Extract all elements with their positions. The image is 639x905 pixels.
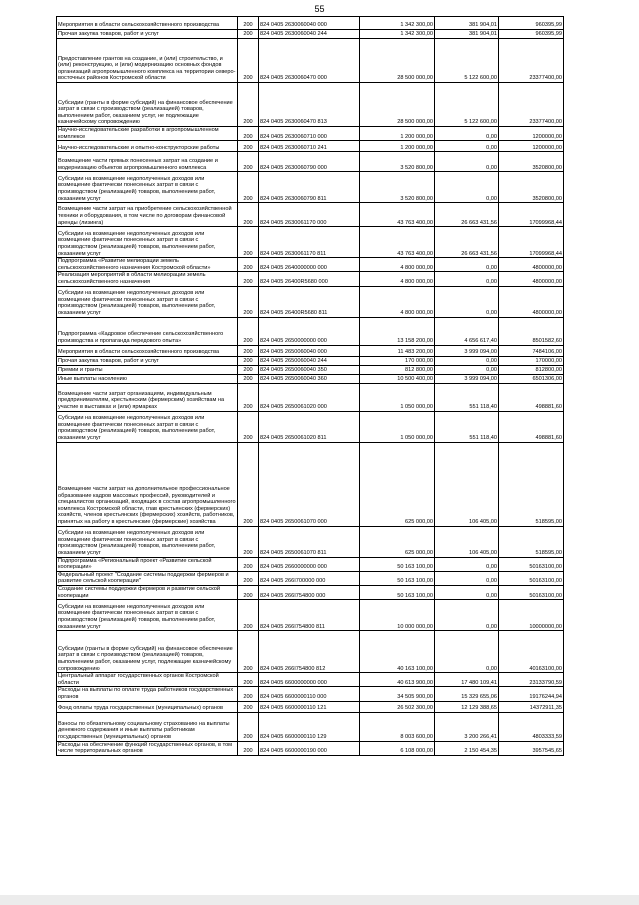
row-name: Субсидии на возмещение недополученных доходов или возмещение фактически понесенных затрат в связи с производством (реализацией) товаров, выполнением работ, оказанием услуг bbox=[57, 286, 238, 317]
row-code: 200 bbox=[238, 39, 259, 83]
table-row bbox=[57, 701, 564, 712]
row-plan-amount: 1 200 000,00 bbox=[360, 127, 435, 141]
row-executed-amount: 0,00 bbox=[435, 600, 499, 631]
row-kbk: 824 0405 266I754800 000 bbox=[259, 585, 360, 599]
row-executed-amount: 0,00 bbox=[435, 258, 499, 272]
row-remaining-amount: 3957545,65 bbox=[499, 741, 564, 755]
row-kbk: 824 0405 2650060040 360 bbox=[259, 374, 360, 383]
row-plan-amount: 1 200 000,00 bbox=[360, 141, 435, 152]
row-kbk: 824 0405 266I700000 000 bbox=[259, 571, 360, 585]
row-remaining-amount: 812800,00 bbox=[499, 365, 564, 374]
row-kbk: 824 0405 2660000000 000 bbox=[259, 557, 360, 571]
row-remaining-amount: 3520800,00 bbox=[499, 172, 564, 203]
row-remaining-amount: 498881,60 bbox=[499, 383, 564, 411]
table-row bbox=[57, 17, 564, 30]
row-kbk: 824 0405 266I754800 811 bbox=[259, 600, 360, 631]
table-row bbox=[57, 345, 564, 356]
row-executed-amount: 15 329 655,06 bbox=[435, 687, 499, 701]
row-name: Реализация мероприятий в области мелиорации земель сельскохозяйственного назначения bbox=[57, 272, 238, 286]
row-code: 200 bbox=[238, 258, 259, 272]
table-row bbox=[57, 526, 564, 557]
row-remaining-amount: 4800000,00 bbox=[499, 286, 564, 317]
page-number: 55 bbox=[314, 4, 325, 14]
row-kbk: 824 0405 2650061070 000 bbox=[259, 442, 360, 526]
row-executed-amount: 381 904,01 bbox=[435, 30, 499, 39]
row-code: 200 bbox=[238, 17, 259, 30]
table-row bbox=[57, 442, 564, 526]
table-row bbox=[57, 127, 564, 141]
table-row bbox=[57, 39, 564, 83]
row-name: Субсидии (гранты в форме субсидий) на финансовое обеспечение затрат в связи с производством (реализацией) товаров, выполнением работ, оказанием услуг, не подлежащие казначейскому сопровождению bbox=[57, 83, 238, 127]
row-code: 200 bbox=[238, 203, 259, 227]
row-kbk: 824 0405 2630060470 813 bbox=[259, 83, 360, 127]
row-executed-amount: 0,00 bbox=[435, 272, 499, 286]
table-row bbox=[57, 741, 564, 755]
row-name: Иные выплаты населению bbox=[57, 374, 238, 383]
row-name: Центральный аппарат государственных органов Костромской области bbox=[57, 673, 238, 687]
row-plan-amount: 10 500 400,00 bbox=[360, 374, 435, 383]
table-row bbox=[57, 383, 564, 411]
row-code: 200 bbox=[238, 712, 259, 741]
row-plan-amount: 1 342 300,00 bbox=[360, 17, 435, 30]
row-plan-amount: 3 520 800,00 bbox=[360, 172, 435, 203]
row-remaining-amount: 518595,00 bbox=[499, 442, 564, 526]
row-name: Создание системы поддержки фермеров и развитие сельской кооперации bbox=[57, 585, 238, 599]
row-code: 200 bbox=[238, 741, 259, 755]
table-row bbox=[57, 712, 564, 741]
row-remaining-amount: 518595,00 bbox=[499, 526, 564, 557]
row-executed-amount: 0,00 bbox=[435, 631, 499, 673]
row-executed-amount: 5 122 600,00 bbox=[435, 83, 499, 127]
row-plan-amount: 50 163 100,00 bbox=[360, 557, 435, 571]
row-code: 200 bbox=[238, 442, 259, 526]
row-code: 200 bbox=[238, 673, 259, 687]
row-remaining-amount: 498881,60 bbox=[499, 411, 564, 442]
table-row bbox=[57, 557, 564, 571]
row-remaining-amount: 10000000,00 bbox=[499, 600, 564, 631]
row-kbk: 824 0405 2650061020 000 bbox=[259, 383, 360, 411]
row-kbk: 824 0405 2630060040 244 bbox=[259, 30, 360, 39]
row-remaining-amount: 40163100,00 bbox=[499, 631, 564, 673]
row-executed-amount: 3 999 094,00 bbox=[435, 374, 499, 383]
table-row bbox=[57, 83, 564, 127]
row-code: 200 bbox=[238, 383, 259, 411]
row-remaining-amount: 4803333,59 bbox=[499, 712, 564, 741]
row-remaining-amount: 17099968,44 bbox=[499, 203, 564, 227]
row-plan-amount: 11 483 200,00 bbox=[360, 345, 435, 356]
table-row bbox=[57, 600, 564, 631]
row-plan-amount: 4 800 000,00 bbox=[360, 286, 435, 317]
row-code: 200 bbox=[238, 30, 259, 39]
row-executed-amount: 0,00 bbox=[435, 365, 499, 374]
row-plan-amount: 1 342 300,00 bbox=[360, 30, 435, 39]
row-kbk: 824 0405 2630060790 000 bbox=[259, 152, 360, 172]
row-name: Возмещение части затрат организациям, индивидуальным предпринимателям, крестьянским (фермерским) хозяйствам на участие в выставках и (или) ярмарках bbox=[57, 383, 238, 411]
row-executed-amount: 551 118,40 bbox=[435, 383, 499, 411]
row-code: 200 bbox=[238, 141, 259, 152]
row-name: Расходы на выплаты по оплате труда работников государственных органов bbox=[57, 687, 238, 701]
row-kbk: 824 0405 26400R5680 811 bbox=[259, 286, 360, 317]
row-kbk: 824 0405 6600000110 000 bbox=[259, 687, 360, 701]
row-remaining-amount: 14372911,35 bbox=[499, 701, 564, 712]
row-executed-amount: 551 118,40 bbox=[435, 411, 499, 442]
row-executed-amount: 0,00 bbox=[435, 557, 499, 571]
row-name: Фонд оплаты труда государственных (муниципальных) органов bbox=[57, 701, 238, 712]
row-plan-amount: 10 000 000,00 bbox=[360, 600, 435, 631]
row-executed-amount: 0,00 bbox=[435, 141, 499, 152]
table-row bbox=[57, 227, 564, 258]
table-row bbox=[57, 203, 564, 227]
row-remaining-amount: 6501306,00 bbox=[499, 374, 564, 383]
row-executed-amount: 0,00 bbox=[435, 172, 499, 203]
table-row bbox=[57, 374, 564, 383]
row-executed-amount: 0,00 bbox=[435, 571, 499, 585]
table-row bbox=[57, 272, 564, 286]
row-name: Подпрограмма «Развитие мелиорации земель сельскохозяйственного назначения Костромской области» bbox=[57, 258, 238, 272]
row-plan-amount: 812 800,00 bbox=[360, 365, 435, 374]
row-code: 200 bbox=[238, 701, 259, 712]
row-remaining-amount: 960395,99 bbox=[499, 17, 564, 30]
row-name: Субсидии на возмещение недополученных доходов или возмещение фактически понесенных затрат в связи с производством (реализацией) товаров, выполнением работ, оказанием услуг bbox=[57, 526, 238, 557]
row-kbk: 824 0405 2650000000 000 bbox=[259, 317, 360, 345]
table-row bbox=[57, 687, 564, 701]
row-executed-amount: 2 150 454,35 bbox=[435, 741, 499, 755]
row-executed-amount: 17 480 109,41 bbox=[435, 673, 499, 687]
row-kbk: 824 0405 6600000000 000 bbox=[259, 673, 360, 687]
row-plan-amount: 34 505 900,00 bbox=[360, 687, 435, 701]
row-plan-amount: 43 763 400,00 bbox=[360, 203, 435, 227]
row-kbk: 824 0405 2650060040 244 bbox=[259, 356, 360, 365]
row-kbk: 824 0405 2650061070 811 bbox=[259, 526, 360, 557]
budget-table bbox=[56, 16, 564, 756]
row-name: Предоставление грантов на создание, и (или) строительство, и (или) реконструкцию, и (или) модернизацию основных фондов организаций агропромышленного комплекса на территории северо-восточных районов Костромской области bbox=[57, 39, 238, 83]
row-remaining-amount: 23377400,00 bbox=[499, 39, 564, 83]
table-row bbox=[57, 673, 564, 687]
row-code: 200 bbox=[238, 317, 259, 345]
row-executed-amount: 5 122 600,00 bbox=[435, 39, 499, 83]
row-name: Субсидии на возмещение недополученных доходов или возмещение фактически понесенных затрат в связи с производством (реализацией) товаров, выполнением работ, оказанием услуг bbox=[57, 172, 238, 203]
row-code: 200 bbox=[238, 526, 259, 557]
row-remaining-amount: 4800000,00 bbox=[499, 258, 564, 272]
row-name: Премии и гранты bbox=[57, 365, 238, 374]
row-name: Мероприятия в области сельскохозяйственного производства bbox=[57, 345, 238, 356]
row-code: 200 bbox=[238, 286, 259, 317]
row-name: Возмещение части прямых понесенных затрат на создание и модернизацию объектов агропромышленного комплекса bbox=[57, 152, 238, 172]
row-plan-amount: 4 800 000,00 bbox=[360, 272, 435, 286]
table-row bbox=[57, 152, 564, 172]
row-remaining-amount: 23133790,59 bbox=[499, 673, 564, 687]
row-code: 200 bbox=[238, 345, 259, 356]
row-executed-amount: 4 656 617,40 bbox=[435, 317, 499, 345]
table-row bbox=[57, 286, 564, 317]
row-code: 200 bbox=[238, 356, 259, 365]
row-executed-amount: 106 405,00 bbox=[435, 526, 499, 557]
row-kbk: 824 0405 2630060710 000 bbox=[259, 127, 360, 141]
row-executed-amount: 106 405,00 bbox=[435, 442, 499, 526]
row-executed-amount: 0,00 bbox=[435, 152, 499, 172]
row-code: 200 bbox=[238, 571, 259, 585]
table-row bbox=[57, 30, 564, 39]
row-code: 200 bbox=[238, 227, 259, 258]
row-name: Научно-исследовательские разработки в агропромышленном комплексе bbox=[57, 127, 238, 141]
row-executed-amount: 0,00 bbox=[435, 585, 499, 599]
row-plan-amount: 50 163 100,00 bbox=[360, 585, 435, 599]
row-executed-amount: 381 904,01 bbox=[435, 17, 499, 30]
row-executed-amount: 12 129 388,65 bbox=[435, 701, 499, 712]
row-kbk: 824 0405 2630061170 811 bbox=[259, 227, 360, 258]
row-remaining-amount: 19176244,94 bbox=[499, 687, 564, 701]
row-kbk: 824 0405 2650061020 811 bbox=[259, 411, 360, 442]
row-name: Расходы на обеспечение функций государственных органов, в том числе территориальных органов bbox=[57, 741, 238, 755]
row-executed-amount: 0,00 bbox=[435, 356, 499, 365]
row-name: Подпрограмма «Региональный проект «Развитие сельской кооперации» bbox=[57, 557, 238, 571]
row-name: Субсидии на возмещение недополученных доходов или возмещение фактически понесенных затрат в связи с производством (реализацией) товаров, выполнением работ, оказанием услуг bbox=[57, 411, 238, 442]
row-kbk: 824 0405 2630060470 000 bbox=[259, 39, 360, 83]
row-kbk: 824 0405 266I754800 812 bbox=[259, 631, 360, 673]
row-plan-amount: 3 520 800,00 bbox=[360, 152, 435, 172]
row-plan-amount: 40 613 900,00 bbox=[360, 673, 435, 687]
row-remaining-amount: 7484106,00 bbox=[499, 345, 564, 356]
table-row bbox=[57, 571, 564, 585]
row-plan-amount: 1 050 000,00 bbox=[360, 411, 435, 442]
row-kbk: 824 0405 2630061170 000 bbox=[259, 203, 360, 227]
row-executed-amount: 26 663 431,56 bbox=[435, 203, 499, 227]
row-plan-amount: 28 500 000,00 bbox=[360, 39, 435, 83]
row-plan-amount: 4 800 000,00 bbox=[360, 258, 435, 272]
row-name: Взносы по обязательному социальному страхованию на выплаты денежного содержания и иные выплаты работникам государственных (муниципальных) органов bbox=[57, 712, 238, 741]
table-row bbox=[57, 141, 564, 152]
row-kbk: 824 0405 2630060710 241 bbox=[259, 141, 360, 152]
row-executed-amount: 26 663 431,56 bbox=[435, 227, 499, 258]
table-row bbox=[57, 585, 564, 599]
row-kbk: 824 0405 6600000190 000 bbox=[259, 741, 360, 755]
table-row bbox=[57, 317, 564, 345]
row-plan-amount: 26 502 300,00 bbox=[360, 701, 435, 712]
row-kbk: 824 0405 2630060790 811 bbox=[259, 172, 360, 203]
row-kbk: 824 0405 2650060040 000 bbox=[259, 345, 360, 356]
row-code: 200 bbox=[238, 365, 259, 374]
row-name: Прочая закупка товаров, работ и услуг bbox=[57, 356, 238, 365]
row-name: Прочая закупка товаров, работ и услуг bbox=[57, 30, 238, 39]
row-code: 200 bbox=[238, 600, 259, 631]
row-plan-amount: 625 000,00 bbox=[360, 526, 435, 557]
row-name: Возмещение части затрат на приобретение сельскохозяйственной техники и оборудования, в том числе по договорам финансовой аренды (лизинга) bbox=[57, 203, 238, 227]
table-row bbox=[57, 258, 564, 272]
row-remaining-amount: 1200000,00 bbox=[499, 127, 564, 141]
row-name: Подпрограмма «Кадровое обеспечение сельскохозяйственного производства и пропаганда передового опыта» bbox=[57, 317, 238, 345]
row-remaining-amount: 50163100,00 bbox=[499, 585, 564, 599]
table-row bbox=[57, 631, 564, 673]
row-code: 200 bbox=[238, 411, 259, 442]
row-remaining-amount: 1200000,00 bbox=[499, 141, 564, 152]
row-executed-amount: 3 999 094,00 bbox=[435, 345, 499, 356]
row-executed-amount: 3 200 266,41 bbox=[435, 712, 499, 741]
row-kbk: 824 0405 2630060040 000 bbox=[259, 17, 360, 30]
row-code: 200 bbox=[238, 585, 259, 599]
row-code: 200 bbox=[238, 172, 259, 203]
row-code: 200 bbox=[238, 127, 259, 141]
row-name: Субсидии на возмещение недополученных доходов или возмещение фактически понесенных затрат в связи с производством (реализацией) товаров, выполнением работ, оказанием услуг bbox=[57, 600, 238, 631]
row-code: 200 bbox=[238, 272, 259, 286]
row-plan-amount: 28 500 000,00 bbox=[360, 83, 435, 127]
table-row bbox=[57, 172, 564, 203]
table-row bbox=[57, 365, 564, 374]
row-remaining-amount: 50163100,00 bbox=[499, 571, 564, 585]
row-name: Научно-исследовательские и опытно-конструкторские работы bbox=[57, 141, 238, 152]
row-remaining-amount: 17099968,44 bbox=[499, 227, 564, 258]
row-name: Субсидии (гранты в форме субсидий) на финансовое обеспечение затрат в связи с производством (реализацией) товаров, выполнением работ, оказанием услуг, подлежащие казначейскому сопровождению bbox=[57, 631, 238, 673]
row-code: 200 bbox=[238, 631, 259, 673]
row-code: 200 bbox=[238, 374, 259, 383]
row-plan-amount: 40 163 100,00 bbox=[360, 631, 435, 673]
row-remaining-amount: 3520800,00 bbox=[499, 152, 564, 172]
row-executed-amount: 0,00 bbox=[435, 286, 499, 317]
scan-bottom-strip bbox=[0, 895, 639, 905]
table-row bbox=[57, 411, 564, 442]
row-name: Федеральный проект "Создание системы поддержки фермеров и развитие сельской кооперации" bbox=[57, 571, 238, 585]
row-plan-amount: 43 763 400,00 bbox=[360, 227, 435, 258]
row-plan-amount: 170 000,00 bbox=[360, 356, 435, 365]
row-kbk: 824 0405 2650060040 350 bbox=[259, 365, 360, 374]
row-remaining-amount: 8501582,60 bbox=[499, 317, 564, 345]
row-remaining-amount: 170000,00 bbox=[499, 356, 564, 365]
row-remaining-amount: 50163100,00 bbox=[499, 557, 564, 571]
row-kbk: 824 0405 6600000110 129 bbox=[259, 712, 360, 741]
row-code: 200 bbox=[238, 152, 259, 172]
row-name: Возмещение части затрат на дополнительное профессиональное образование кадров массовых профессий, руководителей и специалистов организаций, входящих в состав агропромышленного комплекса Костромской области, глав крестьянских (фермерских) хозяйств, членов крестьянских (фермерских) хозяйств, работников, принятых на работу в крестьянские (фермерские) хозяйства bbox=[57, 442, 238, 526]
row-name: Мероприятия в области сельскохозяйственного производства bbox=[57, 17, 238, 30]
row-remaining-amount: 960395,99 bbox=[499, 30, 564, 39]
row-code: 200 bbox=[238, 557, 259, 571]
row-name: Субсидии на возмещение недополученных доходов или возмещение фактически понесенных затрат в связи с производством (реализацией) товаров, выполнением работ, оказанием услуг bbox=[57, 227, 238, 258]
row-remaining-amount: 23377400,00 bbox=[499, 83, 564, 127]
row-code: 200 bbox=[238, 687, 259, 701]
row-plan-amount: 13 158 200,00 bbox=[360, 317, 435, 345]
row-executed-amount: 0,00 bbox=[435, 127, 499, 141]
row-plan-amount: 50 163 100,00 bbox=[360, 571, 435, 585]
row-plan-amount: 625 000,00 bbox=[360, 442, 435, 526]
row-kbk: 824 0405 2640000000 000 bbox=[259, 258, 360, 272]
table-row bbox=[57, 356, 564, 365]
row-kbk: 824 0405 6600000110 121 bbox=[259, 701, 360, 712]
row-plan-amount: 6 108 000,00 bbox=[360, 741, 435, 755]
row-plan-amount: 8 003 600,00 bbox=[360, 712, 435, 741]
row-remaining-amount: 4800000,00 bbox=[499, 272, 564, 286]
row-code: 200 bbox=[238, 83, 259, 127]
row-kbk: 824 0405 26400R5680 000 bbox=[259, 272, 360, 286]
row-plan-amount: 1 050 000,00 bbox=[360, 383, 435, 411]
